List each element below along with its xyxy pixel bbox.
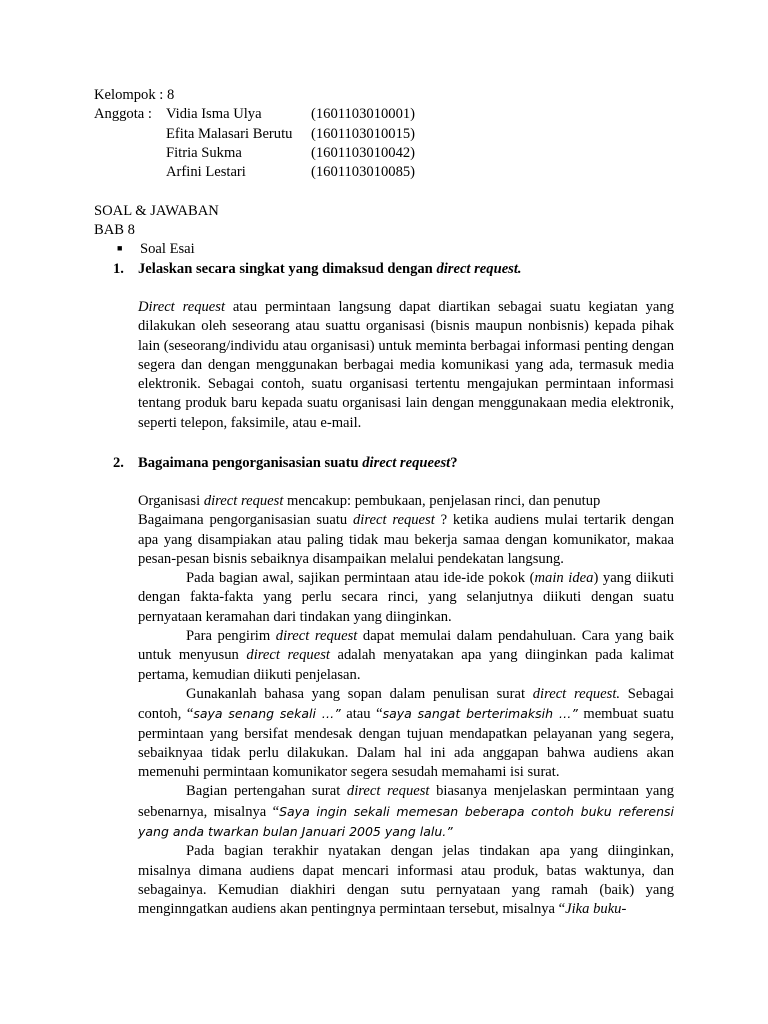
member-nim: (1601103010085) (311, 164, 416, 180)
chapter-label: BAB 8 (94, 222, 135, 238)
question-1: Jelaskan secara singkat yang dimaksud dengan direct request. (138, 261, 522, 277)
section-title: SOAL & JAWABAN (94, 203, 219, 219)
question-2: Bagaimana pengorganisasian suatu direct requeest? (138, 455, 458, 471)
group-number: Kelompok : 8 (94, 87, 175, 103)
bullet-icon: ■ (117, 243, 123, 253)
member-name: Vidia Isma Ulya (166, 106, 262, 122)
member-name: Fitria Sukma (166, 145, 242, 161)
question-1-number: 1. (113, 261, 124, 277)
answer-2-paragraph: Organisasi direct request mencakup: pembukaan, penjelasan rinci, dan penutup (138, 493, 601, 509)
answer-2-paragraph: Pada bagian awal, sajikan permintaan atau ide-ide pokok (main idea) yang diikuti dengan fakta-fakta yang perlu secara rinci, yang selanjutnya diikuti dengan suatu pernyataan keramahan dari tindakan yang diinginkan. (138, 570, 674, 625)
answer-2-paragraph: Gunakanlah bahasa yang sopan dalam penulisan surat direct request. Sebagai contoh, “saya senang sekali …” atau “saya sangat berterimaksih …” membuat suatu permintaan yang bersifat mendesak dengan tujuan mendapatkan pelayanan yang segera, sebaiknyaa tidak perlu dilakukan. Dalam hal ini ada anggapan bahwa audiens akan memenuhi permintaan komunikator segera sesudah memahami isi surat. (138, 685, 674, 781)
member-name: Arfini Lestari (166, 164, 246, 180)
member-nim: (1601103010042) (311, 145, 416, 161)
member-name: Efita Malasari Berutu (166, 126, 293, 142)
answer-1: Direct request atau permintaan langsung dapat diartikan sebagai suatu kegiatan yang dilakukan oleh seseorang atau suattu organisasi (bisnis maupun nonbisnis) kepada pihak lain (seseorang/individu atau organisasi) untuk meminta berbagai informasi penting dengan segera dan dengan menggunakan berbagai media komunikasi yang ada, termasuk media elektronik. Sebagai contoh, suatu organisasi tertentu mengajukan permintaan informasi tentang produk baru kepada suatu organisasi lain dengan menggunakaan media elektronik, seperti telepon, faksimile, atau e-mail. (138, 299, 674, 431)
answer-2-paragraph: Bagian pertengahan surat direct request biasanya menjelaskan permintaan yang sebenarnya, misalnya “Saya ingin sekali memesan beberapa contoh buku referensi yang anda twarkan bulan Januari 2005 yang lalu.” (138, 783, 674, 840)
member-nim: (1601103010015) (311, 126, 416, 142)
members-label: Anggota : (94, 106, 152, 122)
member-nim: (1601103010001) (311, 106, 416, 122)
answer-2-paragraph: Para pengirim direct request dapat memulai dalam pendahuluan. Cara yang baik untuk menyusun direct request adalah menyatakan apa yang diinginkan pada kalimat pertama, kemudian diikuti penjelasan. (138, 628, 674, 683)
question-2-number: 2. (113, 455, 124, 471)
answer-2-paragraph: Bagaimana pengorganisasian suatu direct request ? ketika audiens mulai tertarik dengan apa yang disampiakan atau paling tidak mau bekerja samaa dengan komunikator, makaa pesan-pesan bisnis sebaiknya disampaikan melalui pendekatan langsung. (138, 512, 674, 567)
bullet-label: Soal Esai (140, 241, 195, 257)
answer-2-paragraph: Pada bagian terakhir nyatakan dengan jelas tindakan apa yang diinginkan, misalnya dimana audiens dapat mencari informasi atau produk, batas waktunya, dan sebagainya. Kemudian diakhiri dengan sutu pernyataan yang ramah (baik) yang menginngatkan audiens akan pentingnya permintaan tersebut, misalnya “Jika buku- (138, 843, 674, 918)
answer-2 (138, 492, 674, 920)
